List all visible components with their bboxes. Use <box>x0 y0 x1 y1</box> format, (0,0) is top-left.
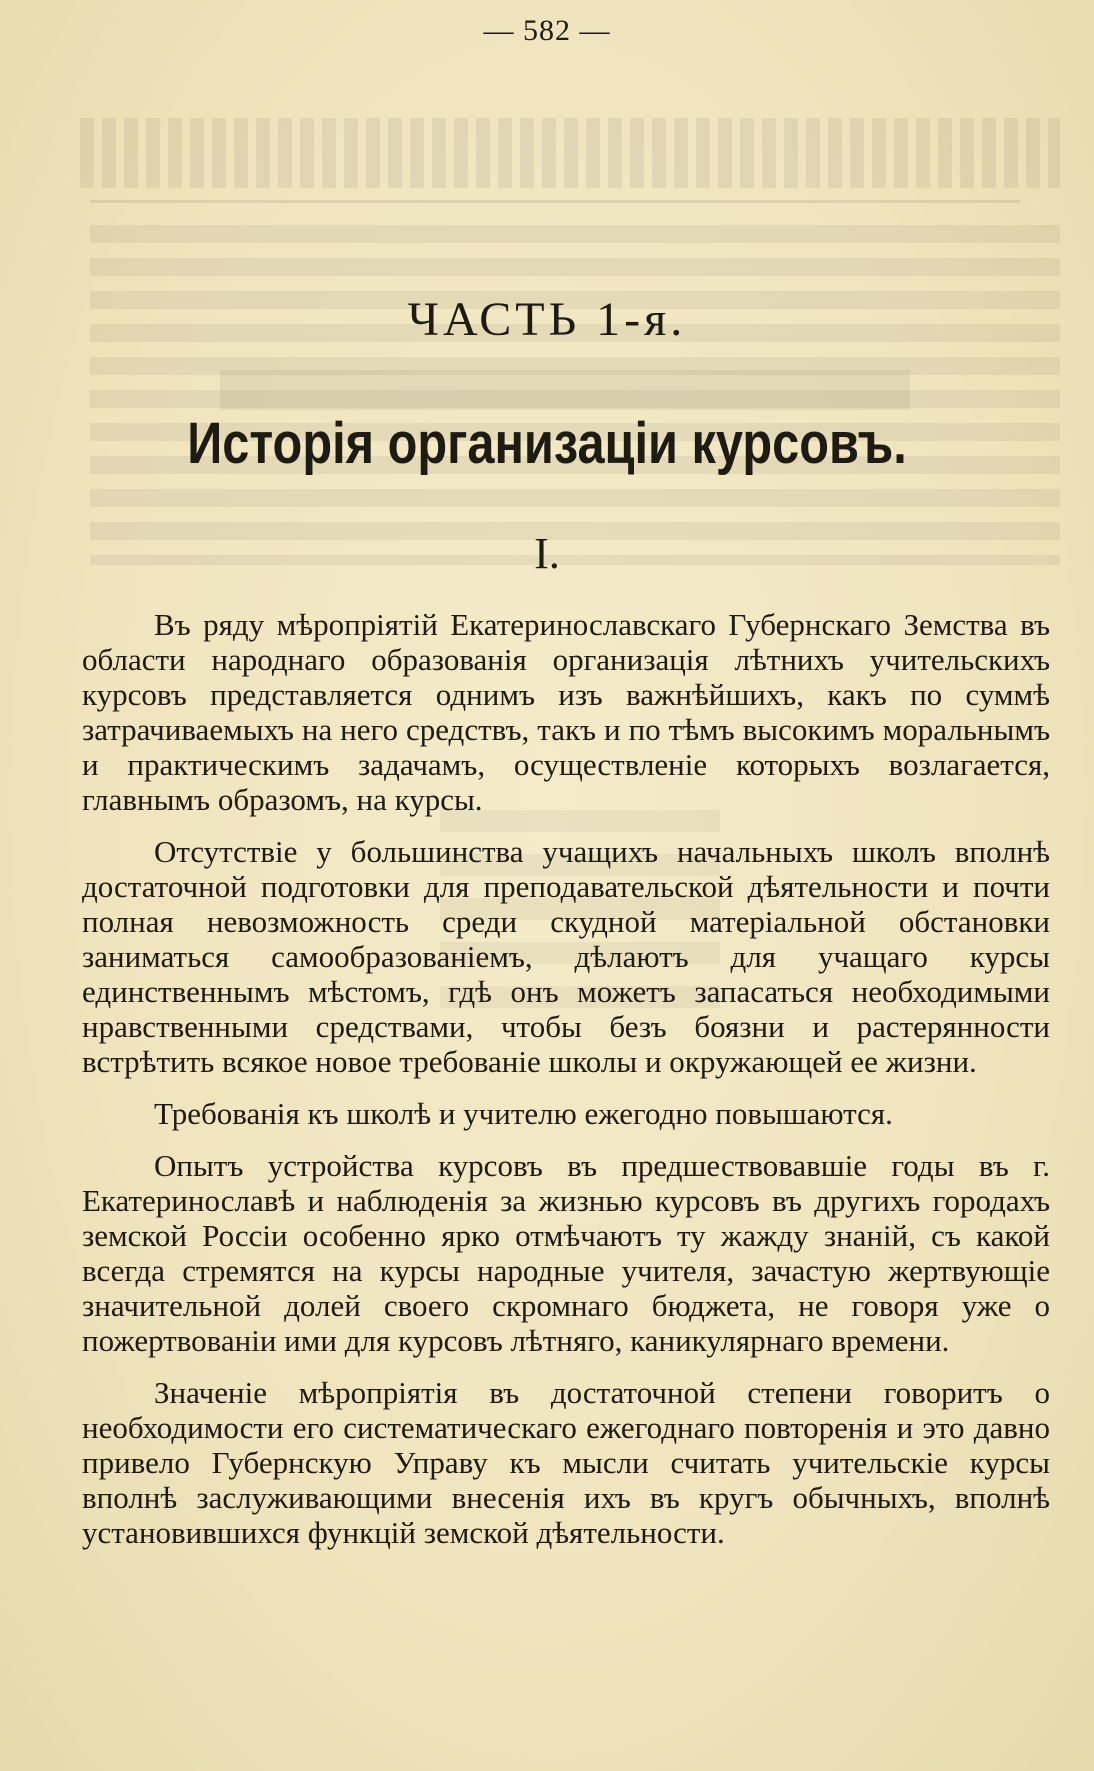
paragraph-4: Опытъ устройства курсовъ въ предшествовавшіе годы въ г. Екатеринославѣ и наблюденія за жизнью курсовъ въ другихъ городахъ земской Россіи особенно ярко отмѣчаютъ ту жажду знаній, съ какой всегда стремятся на курсы народные учителя, зачастую жертвующіе значительной долей своего скромнаго бюджета, не говоря уже о пожертвованіи ими для курсовъ лѣтняго, каникулярнаго времени. <box>82 1148 1050 1358</box>
chapter-numeral: I. <box>534 529 560 578</box>
body-text <box>82 607 1050 1567</box>
bleed-through-rule <box>90 200 1020 203</box>
bleed-through-lines <box>90 225 1060 565</box>
paragraph-3: Требованія къ школѣ и учителю ежегодно повышаются. <box>154 1096 893 1131</box>
part-title: ЧАСТЬ 1-я. <box>407 293 687 346</box>
page-number: — 582 — <box>483 14 611 47</box>
paragraph-1: Въ ряду мѣропріятій Екатеринославскаго Губернскаго Земства въ области народнаго образованія организація лѣтнихъ учительскихъ курсовъ представляется однимъ изъ важнѣйшихъ, какъ по суммѣ затрачиваемыхъ на него средствъ, такъ и по тѣмъ высокимъ моральнымъ и практическимъ задачамъ, осуществленіе которыхъ возлагается, главнымъ образомъ, на курсы. <box>82 607 1050 817</box>
paragraph-5: Значеніе мѣропріятія въ достаточной степени говоритъ о необходимости его систематическаго ежегоднаго повторенія и это давно привело Губернскую Управу къ мысли считать учительскіе курсы вполнѣ заслуживающими внесенія ихъ въ кругъ обычныхъ, вполнѣ установившихся функцій земской дѣятельности. <box>82 1375 1050 1550</box>
paragraph-2: Отсутствіе у большинства учащихъ начальныхъ школъ вполнѣ достаточной подготовки для преподавательской дѣятельности и почти полная невозможность среди скудной матеріальной обстановки заниматься самообразованіемъ, дѣлаютъ для учащаго курсы единственнымъ мѣстомъ, гдѣ онъ можетъ запасаться необходимыми нравственными средствами, чтобы безъ боязни и растерянности встрѣтить всякое новое требованіе школы и окружающей ее жизни. <box>82 834 1050 1079</box>
bleed-through-block <box>220 370 910 410</box>
section-title: Исторія организаціи курсовъ. <box>187 411 907 476</box>
bleed-through-heading <box>80 118 1060 188</box>
